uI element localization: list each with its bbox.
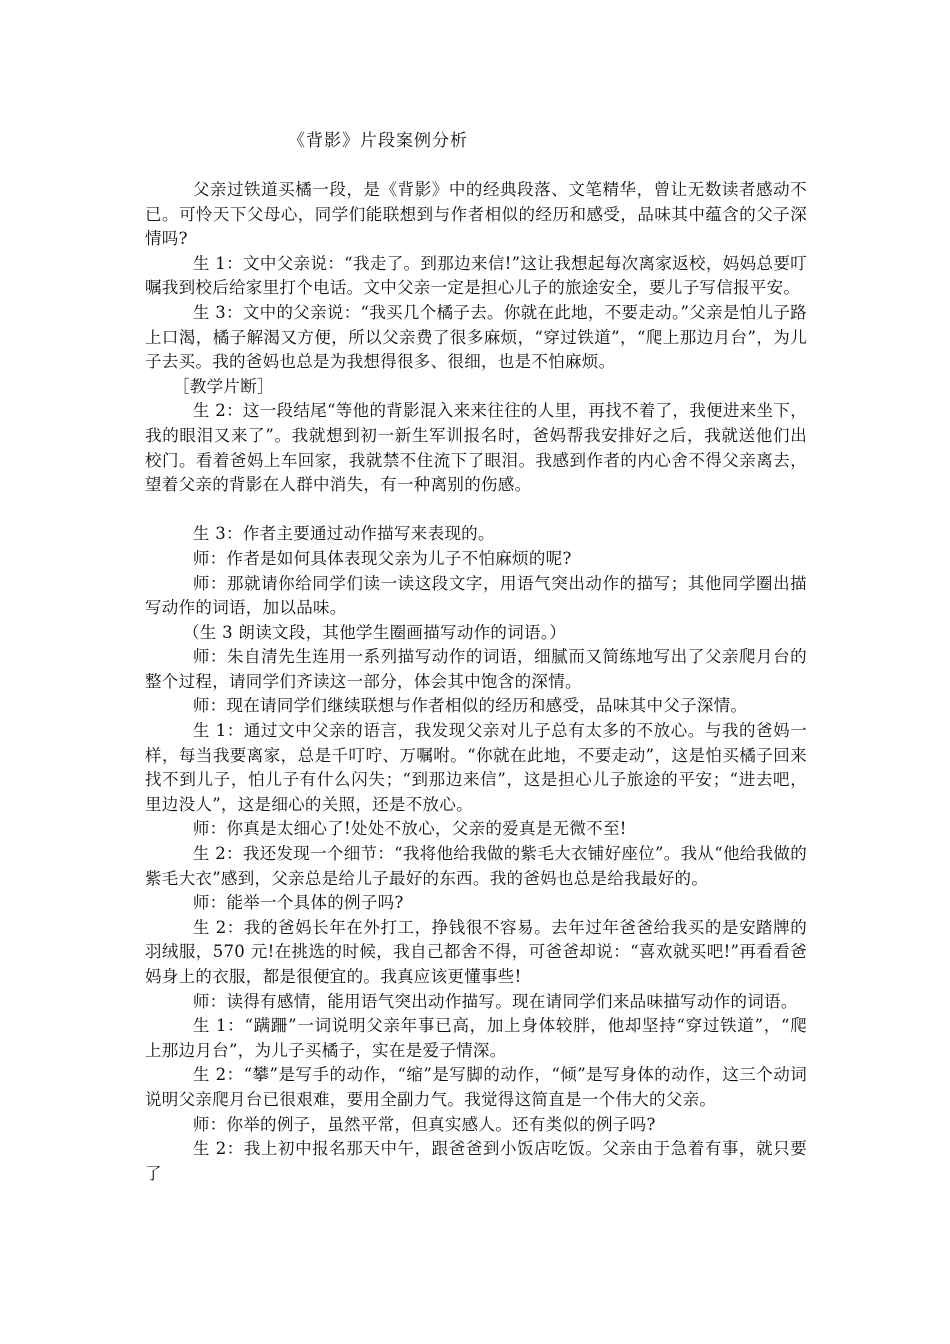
paragraph: 师：作者是如何具体表现父亲为儿子不怕麻烦的呢?: [192, 548, 572, 568]
paragraph: 生 3：作者主要通过动作描写来表现的。: [192, 524, 495, 544]
paragraph: 父亲过铁道买橘一段，是《背影》中的经典段落、文笔精华，曾让无数读者感动不已。可怜天下父母心，同学们能联想到与作者相似的经历和感受，品味其中蕴含的父子深情吗?: [145, 180, 807, 249]
paragraph: 生 3：文中的父亲说：“我买几个橘子去。你就在此地，不要走动。”父亲是怕儿子路上口渴，橘子解渴又方便，所以父亲费了很多麻烦，“穿过铁道”，“爬上那边月台”，为儿子去买。我的爸妈也总是为我想得很多、很细，也是不怕麻烦。: [145, 302, 807, 372]
paragraph: 生 1：通过文中父亲的语言，我发现父亲对儿子总有太多的不放心。与我的爸妈一样，每当我要离家，总是千叮咛、万嘱咐。“你就在此地，不要走动”，这是怕买橘子回来找不到儿子，怕儿子有什么闪失；“到那边来信”，这是担心儿子旅途的平安；“进去吧，里边没人”，这是细心的关照，还是不放心。: [145, 721, 807, 814]
paragraph: 生 2：我的爸妈长年在外打工，挣钱很不容易。去年过年爸爸给我买的是安踏牌的羽绒服，570 元!在挑选的时候，我自己都舍不得，可爸爸却说：“喜欢就买吧!”再看看爸妈身上的衣服，都是很便宜的。我真应该更懂事些!: [145, 917, 807, 986]
paragraph: 师：现在请同学们继续联想与作者相似的经历和感受，品味其中父子深情。: [192, 696, 748, 716]
section-heading: ［教学片断］: [173, 376, 274, 396]
paragraph: 生 2：这一段结尾“等他的背影混入来来往往的人里，再找不着了，我便进来坐下，我的眼泪又来了”。我就想到初一新生军训报名时，爸妈帮我安排好之后，我就送他们出校门。看着爸妈上车回家，我就禁不住流下了眼泪。我感到作者的内心舍不得父亲离去，望着父亲的背影在人群中消失，有一种离别的伤感。: [145, 401, 807, 495]
paragraph: 师：你举的例子，虽然平常，但真实感人。还有类似的例子吗?: [192, 1114, 656, 1134]
paragraph: 师：那就请你给同学们读一读这段文字，用语气突出动作的描写；其他同学圈出描写动作的词语，加以品味。: [145, 573, 807, 618]
document-body: [145, 178, 807, 1186]
blank-line: [145, 498, 807, 523]
paragraph: 师：朱自清先生连用一系列描写动作的词语，细腻而又简练地写出了父亲爬月台的整个过程，请同学们齐读这一部分，体会其中饱含的深情。: [145, 647, 807, 691]
stage-direction: （生 3 朗读文段，其他学生圈画描写动作的词语。）: [182, 622, 567, 642]
paragraph: 生 1：“蹒跚”一词说明父亲年事已高，加上身体较胖，他却坚持“穿过铁道”，“爬上那边月台”，为儿子买橘子，实在是爱子情深。: [145, 1016, 807, 1060]
paragraph: 生 2：“攀”是写手的动作，“缩”是写脚的动作，“倾”是写身体的动作，这三个动词说明父亲爬月台已很艰难，要用全副力气。我觉得这简直是一个伟大的父亲。: [145, 1065, 807, 1109]
paragraph: 师：读得有感情，能用语气突出动作描写。现在请同学们来品味描写动作的词语。: [192, 991, 798, 1011]
document-title: 《背影》片段案例分析: [288, 131, 468, 151]
paragraph: 生 2：我上初中报名那天中午，跟爸爸到小饭店吃饭。父亲由于急着有事，就只要了: [145, 1139, 807, 1183]
paragraph: 师：你真是太细心了!处处不放心，父亲的爱真是无微不至!: [192, 819, 627, 839]
paragraph: 师：能举一个具体的例子吗?: [192, 893, 404, 913]
paragraph: 生 2：我还发现一个细节：“我将他给我做的紫毛大衣铺好座位”。我从“他给我做的紫毛大衣”感到，父亲总是给儿子最好的东西。我的爸妈也总是给我最好的。: [145, 844, 807, 888]
paragraph: 生 1：文中父亲说：“我走了。到那边来信!”这让我想起每次离家返校，妈妈总要叮嘱我到校后给家里打个电话。文中父亲一定是担心儿子的旅途安全，要儿子写信报平安。: [145, 253, 807, 298]
